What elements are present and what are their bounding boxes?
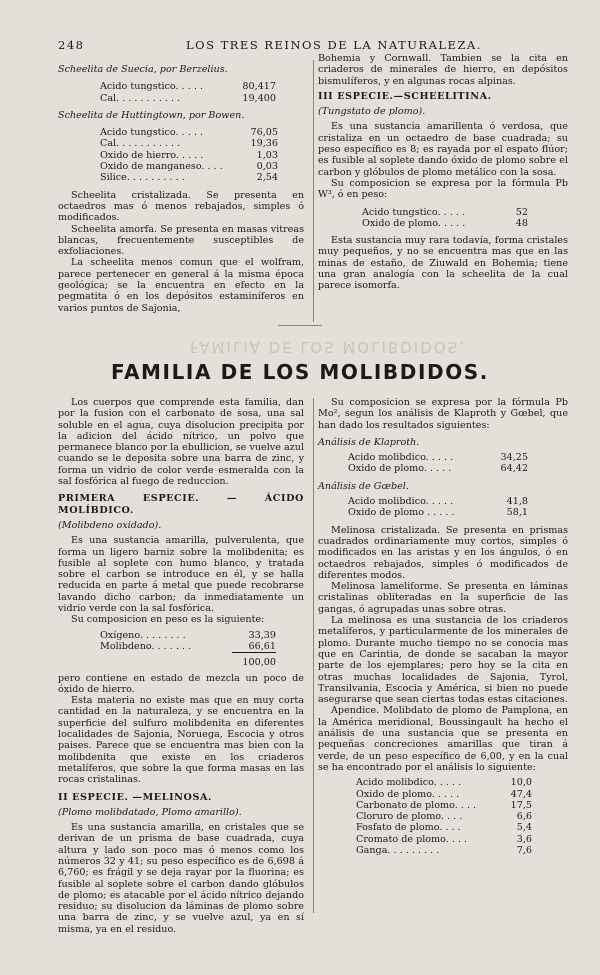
bottom-left-column: [58, 397, 304, 935]
paragraph: La scheelita menos comun que el wolfram, parece pertenecer en general á la misma época geológica; se la encuentra en efecto en la pegmatita ó en los depósitos estaminíferos en varios puntos de Sajonia,: [58, 257, 304, 314]
composition-table: [348, 452, 528, 475]
row-value: 19,36: [250, 138, 278, 150]
paragraph: Los cuerpos que comprende esta familia, dan por la fusion con el carbonato de sosa, una sal soluble en el agua, cuya disolucion precipita por la adicion del ácido nítrico, un polvo que permanece blanco por la ebullicion, se vuelve azul cuando se le deposita sobre una barra de zinc, y forma un vidrio de color verde esmeralda con la sal fosfórica al fuego de reduccion.: [58, 397, 304, 488]
page-number: 248: [58, 38, 85, 52]
table-row: [100, 138, 278, 149]
paragraph: pero contiene en estado de mezcla un poco de óxido de hierro.: [58, 672, 304, 695]
paragraph: Apendice. Molibdato de plomo de Pamplona, en la América meridional, Boussingault ha hecho el análisis de una sustancia que se presenta en pequeñas concreciones amarillas que tiran á verde, de un peso específico de 6,00, y en la cual se ha encontrado por el análisis lo siguiente:: [318, 705, 568, 773]
row-value: 58,1: [506, 507, 528, 519]
row-label: Ganga. . . . . . . . .: [356, 844, 440, 856]
table-row: [356, 834, 532, 845]
row-label: Acido molibdico. . . . .: [348, 496, 454, 508]
row-label: Acido molibdico. . . . .: [348, 452, 454, 464]
row-label: Oxido de hierro. . . . .: [100, 149, 204, 161]
row-label: Oxido de manganeso. . . .: [100, 161, 223, 173]
row-value: 33,39: [248, 629, 276, 641]
row-label: Silice. . . . . . . . . .: [100, 172, 185, 184]
table-row: [362, 218, 528, 229]
composition-table: [348, 496, 528, 519]
paragraph: Melinosa cristalizada. Se presenta en prismas cuadrados ordinariamente muy cortos, simples ó modificados en las aristas y en los ángulos, ó en octaedros rebajados, simples ó modificados de diferentes modos.: [318, 524, 568, 581]
paragraph: Su composicion se expresa por la fórmula Pb W³, ó en peso:: [318, 177, 568, 201]
species-subtitle: (Molibdeno oxidado).: [58, 519, 162, 531]
row-value: 2,54: [256, 172, 278, 184]
row-value: 10,0: [510, 777, 532, 789]
page-header: [58, 38, 540, 54]
row-label: Oxido de plomo. . . . .: [356, 788, 460, 800]
table-row: [348, 452, 528, 463]
bleed-through-text: FAMILIA DE LOS MOLIBDIDOS.: [190, 338, 466, 356]
row-label: Oxígeno. . . . . . . .: [100, 629, 186, 641]
row-value: 41,8: [506, 496, 528, 508]
table-row: [362, 207, 528, 218]
row-value: 3,6: [516, 833, 532, 845]
paragraph: Scheelita cristalizada. Se presenta en octaedros mas ó menos rebajados, simples ó modificados.: [58, 189, 304, 224]
table-row: [100, 172, 278, 183]
row-label: Acido tungstico. . . . .: [100, 81, 203, 93]
section-title: Scheelita de Huttingtown, por Bowen.: [58, 109, 245, 121]
row-label: Acido tungstico. . . . .: [100, 127, 203, 139]
running-title: LOS TRES REINOS DE LA NATURALEZA.: [186, 38, 482, 52]
table-row: [348, 507, 528, 518]
paragraph: Bohemia y Cornwall. Tambien se la cita en criaderos de minerales de hierro, en depósitos bismulíferos, y en algunas rocas alpinas.: [318, 53, 568, 87]
composition-table: [362, 207, 528, 230]
paragraph: Su composicion se expresa por la fórmula Pb Mo², segun los análisis de Klaproth y Gœbel, que han dado los resultados siguientes:: [318, 397, 568, 431]
table-row: [356, 822, 532, 833]
paragraph: Esta sustancia muy rara todavía, forma cristales muy pequeños, y no se encuentra mas que en las minas de estaño, de Ziuwald en Bohemia; tiene una gran analogía con la scheelita de la cual parece isomorfa.: [318, 235, 568, 292]
row-value: 7,6: [516, 844, 532, 856]
paragraph: Esta materia no existe mas que en muy corta cantidad en la naturaleza, y se encuentra en la superficie del sulfuro molibdenita en diferentes localidades de Sajonia, Noruega, Escocia y otros paises. Parece que se encuentra mas bien con la molibdenita que existe en los criaderos metalíferos, que sobre la que forma masas en las rocas cristalinas.: [58, 695, 304, 786]
top-left-column: [58, 64, 304, 314]
table-row: [356, 800, 532, 811]
row-label: Oxido de plomo. . . . .: [362, 217, 466, 229]
row-value: 34,25: [500, 452, 528, 464]
table-row: [356, 811, 532, 822]
bottom-right-column: [318, 397, 568, 856]
table-row: [100, 630, 276, 641]
paragraph: Es una sustancia amarilla, en cristales que se derivan de un prisma de base cuadrada, cuya altura y lado son poco mas ó menos como los números 32 y 41; su peso específico es de 6,698 á 6,760; es frágil y se deja rayar por la fluorina; es fusible al soplete sobre el carbon dando glóbulos de plomo; es atacable por el ácido nítrico dejando residuo; su disolucion da láminas de plomo sobre una barra de zinc, y se vuelve azul, ya en sí misma, ya en el residuo.: [58, 822, 304, 935]
species-heading: III ESPECIE.—SCHEELITINA.: [318, 90, 492, 102]
paragraph: Es una sustancia amarilla, pulverulenta, que forma un ligero barniz sobre la molibdenita; es fusible al soplete con humo blanco, y tratada sobre el carbon se introduce en él, y se halla reducida en parte á metal que puede recobrarse lavando dicho carbon; da inmediatamente un vidrio verde con la sal fosfórica.: [58, 535, 304, 615]
table-row: [356, 777, 532, 788]
paragraph: La melinosa es una sustancia de los criaderos metalíferos, y particularmente de los minerales de plomo. Durante mucho tiempo no se conocia mas que en Carintia, de donde se sacaban la mayor parte de los ejemplares; pero hoy se la cita en otras muchas localidades de Sajonia, Tyrol, Transilvania, Escocia y América, si bien no puede asegurarse que sean ciertas todas estas citaciones.: [318, 615, 568, 706]
row-value: 48: [515, 217, 528, 229]
row-label: Acido molibdico. . . . .: [356, 777, 462, 789]
row-value: 6,6: [516, 811, 532, 823]
row-value: 5,4: [516, 822, 532, 834]
row-label: Cloruro de plomo. . . .: [356, 811, 463, 823]
row-label: Molibdeno. . . . . . .: [100, 641, 192, 653]
row-label: Cal. . . . . . . . . . .: [100, 138, 181, 150]
section-title: Scheelita de Suecia, por Berzelius.: [58, 64, 228, 75]
species-subtitle: (Plomo molibdatado, Plomo amarillo).: [58, 806, 242, 818]
row-value: 76,05: [250, 127, 278, 139]
paragraph: Scheelita amorfa. Se presenta en masas vitreas blancas, frecuentemente susceptibles de exfoliaciones.: [58, 223, 304, 258]
table-row: [348, 463, 528, 474]
composition-table: [100, 81, 276, 104]
row-total: 100,00: [232, 653, 276, 669]
table-row: [348, 496, 528, 507]
row-label: Carbonato de plomo. . . .: [356, 799, 477, 811]
row-value: 19,400: [242, 92, 276, 104]
row-label: Oxido de plomo . . . . .: [348, 507, 455, 519]
row-value: 66,61: [248, 640, 276, 652]
row-value: 17,5: [510, 799, 532, 811]
table-row: [100, 150, 278, 161]
row-label: Acido tungstico. . . . .: [362, 206, 465, 218]
table-row: [356, 845, 532, 856]
column-divider: [313, 398, 314, 913]
composition-table: [100, 630, 276, 669]
analysis-title: Análisis de Klaproth.: [318, 436, 420, 448]
section-rule: [278, 325, 322, 326]
composition-table: [356, 777, 532, 856]
row-label: Cal. . . . . . . . . . .: [100, 92, 181, 104]
row-label: Fosfato de plomo. . . .: [356, 822, 461, 834]
row-value: 1,03: [256, 149, 278, 161]
paragraph: Melinosa lameliforme. Se presenta en láminas cristalinas obliteradas en la superficie de las gangas, ó agrupadas unas sobre otras.: [318, 581, 568, 615]
table-row: [100, 641, 276, 653]
table-row: [100, 127, 278, 138]
paragraph: Es una sustancia amarillenta ó verdosa, que cristaliza en un octaedro de base cuadrada; su peso específico es 8; es rayada por el espato flúor; es fusible al soplete dando óxido de plomo sobre el carbon y glóbulos de plomo metálico con la sosa.: [318, 121, 568, 178]
row-value: 64,42: [500, 463, 528, 475]
column-divider: [313, 60, 314, 322]
paragraph: Su composicion en peso es la siguiente:: [71, 614, 265, 626]
species-heading: II ESPECIE. —MELINOSA.: [58, 791, 212, 803]
composition-table: [100, 127, 278, 183]
species-heading: PRIMERA ESPECIE. — ÁCIDO MOLÍBDICO.: [58, 493, 304, 516]
row-value: 47,4: [510, 788, 532, 800]
row-value: 80,417: [242, 81, 276, 93]
table-row: [100, 93, 276, 104]
row-value: 52: [515, 206, 528, 218]
table-row: [100, 81, 276, 92]
row-label: Oxido de plomo. . . . .: [348, 463, 452, 475]
species-subtitle: (Tungstato de plomo).: [318, 106, 426, 118]
row-value: 0,03: [256, 161, 278, 173]
family-title: FAMILIA DE LOS MOLIBDIDOS.: [110, 360, 490, 384]
table-row: [356, 789, 532, 800]
top-right-column: [318, 53, 568, 292]
table-row: [100, 653, 276, 669]
table-row: [100, 161, 278, 172]
analysis-title: Análisis de Gœbel.: [318, 480, 409, 492]
row-label: Cromato de plomo. . . .: [356, 833, 468, 845]
